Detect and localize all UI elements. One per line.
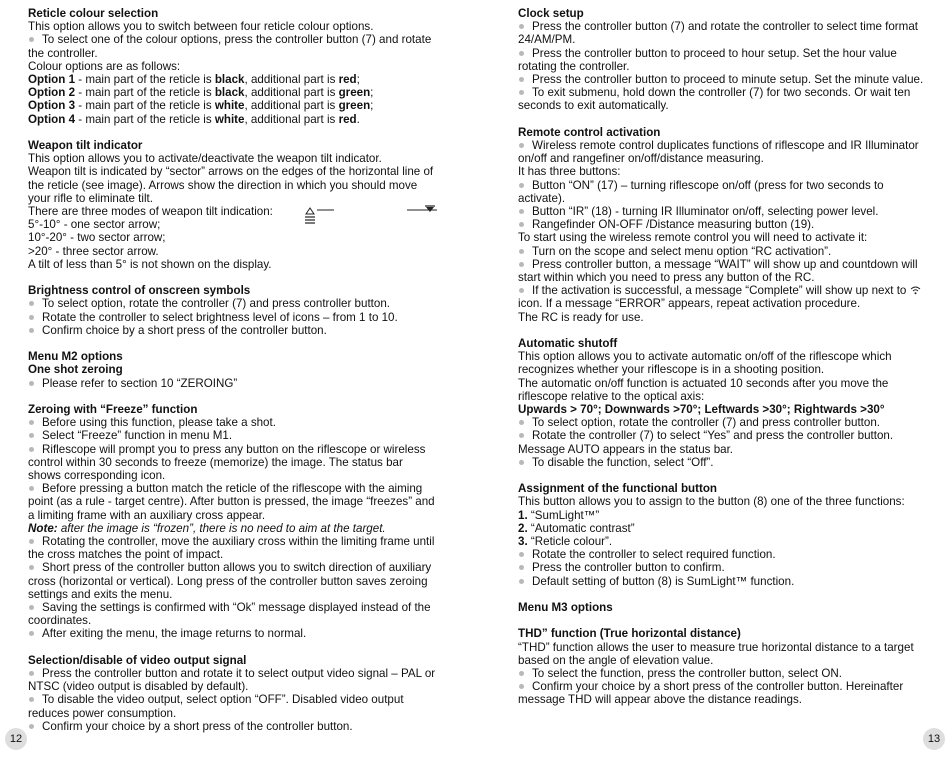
bullet-item: Press the controller button (7) and rotate the controller to select time format 24/AM/PM.	[518, 20, 918, 47]
bullet-item: To disable the function, select “Off”.	[518, 456, 928, 469]
bullet-icon	[519, 51, 524, 56]
bullet-icon	[519, 288, 524, 293]
bullet-icon	[29, 565, 34, 570]
bullet-item: Press the controller button to proceed to minute setup. Set the minute value.	[518, 73, 928, 86]
function-option: 2. “Automatic contrast”	[518, 521, 635, 535]
bullet-icon	[519, 433, 524, 438]
bullet-item: Rotate the controller to select brightness level of icons – from 1 to 10.	[28, 311, 438, 324]
tilt-arrow-up-icon	[305, 208, 315, 223]
bullet-icon	[29, 37, 34, 42]
reticle-option: Option 4 - main part of the reticle is white, additional part is red.	[28, 112, 360, 126]
bullet-item: Button “IR” (18) - turning IR Illuminator on/off, selecting power level.	[518, 205, 928, 218]
bullet-item: Press the controller button to proceed to hour setup. Set the hour value rotating the controller.	[518, 46, 897, 73]
function-option: 1. “SumLight™”	[518, 508, 600, 522]
bullet-item: To select option, rotate the controller (7) and press controller button.	[28, 297, 438, 310]
bullet-item: Rangefinder ON-OFF /Distance measuring button (19).	[518, 218, 928, 231]
function-option: 3. “Reticle colour”.	[518, 535, 613, 549]
section-title: Automatic shutoff	[518, 337, 618, 351]
paragraph: The RC is ready for use.	[518, 310, 644, 324]
reticle-option: Option 1 - main part of the reticle is black, additional part is red;	[28, 73, 360, 87]
paragraph: To start using the wireless remote control you will need to activate it:	[518, 231, 868, 245]
bullet-item: Before using this function, please take a shot.	[28, 416, 438, 429]
bullet-item: Button “ON” (17) – turning riflescope on/off (press for two seconds to activate).	[518, 178, 884, 205]
remote-control-section	[518, 126, 928, 324]
bullet-icon	[29, 486, 34, 491]
bullet-item: Rotate the controller (7) to select “Yes” and press the controller button. Message AUTO appears in the status bar.	[518, 429, 894, 456]
bullet-item: If the activation is successful, a message “Complete” will show up next to icon. If a message “ERROR” appears, repeat activation procedure.	[518, 284, 928, 310]
reticle-option: Option 2 - main part of the reticle is black, additional part is green;	[28, 86, 374, 100]
bullet-icon	[519, 90, 524, 95]
bullet-icon	[519, 671, 524, 676]
functional-button-section	[518, 482, 928, 588]
brightness-section	[28, 284, 438, 337]
bullet-item: Press controller button, a message “WAIT” will show up and countdown will start within which you need to press any button of the RC.	[518, 257, 918, 285]
page-number-left: 12	[5, 728, 27, 750]
tilt-arrow-down-icon	[425, 205, 435, 212]
paragraph: It has three buttons:	[518, 165, 621, 179]
bullet-icon	[29, 420, 34, 425]
tilt-mode-2: 10°-20° - two sector arrow;	[28, 231, 166, 245]
paragraph: A tilt of less than 5° is not shown on the display.	[28, 257, 272, 271]
section-title: THD” function (True horizontal distance)	[518, 627, 741, 641]
bullet-icon	[519, 460, 524, 465]
bullet-icon	[519, 249, 524, 254]
bullet-icon	[29, 315, 34, 320]
paragraph: “THD” function allows the user to measure true horizontal distance to a target based on the angle of elevation value.	[518, 640, 914, 667]
wireless-signal-icon	[910, 285, 921, 295]
bullet-icon	[519, 552, 524, 557]
bullet-item: To select the function, press the controller button, select ON.	[518, 667, 928, 680]
bullet-item: Default setting of button (8) is SumLight™ function.	[518, 575, 928, 588]
section-title: Assignment of the functional button	[518, 482, 718, 496]
bullet-icon	[29, 381, 34, 386]
paragraph: Weapon tilt is indicated by “sector” arrows on the edges of the horizontal line of the reticle (see image). Arrows show the direction in which you should move your rifle to eliminate tilt.	[28, 165, 434, 205]
bullet-icon	[519, 183, 524, 188]
bullet-item: Rotating the controller, move the auxiliary cross within the limiting frame until the cross matches the point of impact.	[28, 535, 435, 562]
tilt-mode-3: >20° - three sector arrow.	[28, 244, 159, 258]
reticle-option: Option 3 - main part of the reticle is white, additional part is green;	[28, 99, 374, 113]
section-title: Menu M2 options	[28, 350, 123, 364]
bullet-icon	[29, 447, 34, 452]
weapon-tilt-section	[28, 139, 438, 271]
reticle-options-list	[28, 73, 438, 126]
thd-section	[518, 627, 928, 706]
section-title: Selection/disable of video output signal	[28, 653, 247, 667]
freeze-section	[28, 403, 438, 641]
function-options-list	[518, 509, 928, 549]
page-number-right: 13	[923, 728, 945, 750]
bullet-item: To exit submenu, hold down the controller (7) for two seconds. Or wait ten seconds to exit automatically.	[518, 86, 911, 113]
bullet-icon	[519, 579, 524, 584]
bullet-item: To select one of the colour options, press the controller button (7) and rotate the controller.	[28, 33, 432, 60]
paragraph: Colour options are as follows:	[28, 59, 181, 73]
angle-thresholds: Upwards > 70°; Downwards >70°; Leftwards >30°; Rightwards >30°	[518, 403, 885, 417]
section-title: Menu M3 options	[518, 601, 613, 615]
paragraph: This option allows you to activate/deactivate the weapon tilt indicator.	[28, 152, 382, 166]
bullet-icon	[29, 328, 34, 333]
bullet-icon	[29, 433, 34, 438]
video-output-section	[28, 654, 438, 733]
bullet-icon	[29, 697, 34, 702]
bullet-item: Rotate the controller to select required function.	[518, 548, 928, 561]
section-title: Clock setup	[518, 7, 584, 20]
bullet-item: Short press of the controller button allows you to switch direction of auxiliary cross (horizontal or vertical). Long press of the controller button saves zeroing settings and exits the menu.	[28, 561, 432, 601]
bullet-icon	[29, 539, 34, 544]
reticle-colour-section	[28, 7, 438, 126]
section-title: Remote control activation	[518, 125, 661, 139]
right-column	[518, 7, 928, 720]
note: Note: after the image is “frozen”, there is no need to aim at the target.	[28, 521, 386, 535]
bullet-icon	[29, 671, 34, 676]
bullet-icon	[519, 77, 524, 82]
bullet-item: After exiting the menu, the image returns to normal.	[28, 627, 438, 640]
bullet-icon	[29, 301, 34, 306]
bullet-item: Wireless remote control duplicates functions of riflescope and IR Illuminator on/off and rangefiner on/off/distance measuring.	[518, 139, 919, 166]
bullet-icon	[519, 143, 524, 148]
bullet-icon	[519, 262, 524, 267]
bullet-item: Select “Freeze” function in menu M1.	[28, 429, 438, 442]
section-title: Brightness control of onscreen symbols	[28, 284, 251, 298]
bullet-item: Confirm your choice by a short press of the controller button. Hereinafter message THD will appear above the distance readings.	[518, 680, 904, 707]
menu-m2-section	[28, 350, 438, 390]
paragraph: This option allows you to activate automatic on/off of the riflescope which recognizes whether your riflescope is in a shooting position.	[518, 350, 892, 377]
bullet-item: Please refer to section 10 “ZEROING”	[28, 377, 438, 390]
bullet-item: Confirm choice by a short press of the controller button.	[28, 324, 438, 337]
bullet-item: Turn on the scope and select menu option “RC activation”.	[518, 245, 928, 258]
bullet-icon	[29, 605, 34, 610]
left-column	[28, 7, 438, 746]
paragraph: This button allows you to assign to the button (8) one of the three functions:	[518, 495, 905, 509]
bullet-icon	[29, 724, 34, 729]
bullet-icon	[519, 222, 524, 227]
menu-m3-section	[518, 601, 928, 614]
bullet-item: Confirm your choice by a short press of the controller button.	[28, 720, 438, 733]
section-title: Weapon tilt indicator	[28, 139, 143, 153]
bullet-icon	[519, 565, 524, 570]
bullet-item: Press the controller button to confirm.	[518, 561, 928, 574]
bullet-item: Press the controller button and rotate it to select output video signal – PAL or NTSC (video output is disabled by default).	[28, 667, 436, 694]
paragraph: There are three modes of weapon tilt indication:	[28, 205, 273, 219]
tilt-indicator-illustration	[303, 205, 443, 235]
bullet-item: To disable the video output, select option “OFF”. Disabled video output reduces power consumption.	[28, 693, 404, 720]
bullet-icon	[519, 209, 524, 214]
auto-shutoff-section	[518, 337, 928, 469]
section-title: Reticle colour selection	[28, 7, 159, 20]
section-title: Zeroing with “Freeze” function	[28, 403, 198, 417]
bullet-item: To select option, rotate the controller (7) and press controller button.	[518, 416, 928, 429]
bullet-item: Before pressing a button match the reticle of the riflescope with the aiming point (as a rule - target centre). After button is pressed, the image “freezes” and a limiting frame with an auxiliary cross appear.	[28, 482, 435, 522]
bullet-item: Riflescope will prompt you to press any button on the riflescope or wireless control within 30 seconds to freeze (memorize) the image. The status bar shows corresponding icon.	[28, 442, 426, 483]
tilt-mode-1: 5°-10° - one sector arrow;	[28, 218, 161, 232]
bullet-icon	[519, 24, 524, 29]
bullet-icon	[519, 684, 524, 689]
bullet-item: Saving the settings is confirmed with “Ok” message displayed instead of the coordinates.	[28, 601, 431, 628]
paragraph: The automatic on/off function is actuated 10 seconds after you move the riflescope relative to the optical axis:	[518, 376, 889, 403]
bullet-icon	[519, 420, 524, 425]
section-subtitle: One shot zeroing	[28, 363, 123, 377]
paragraph: This option allows you to switch between four reticle colour options.	[28, 20, 374, 34]
clock-setup-section	[518, 7, 928, 113]
bullet-icon	[29, 631, 34, 636]
